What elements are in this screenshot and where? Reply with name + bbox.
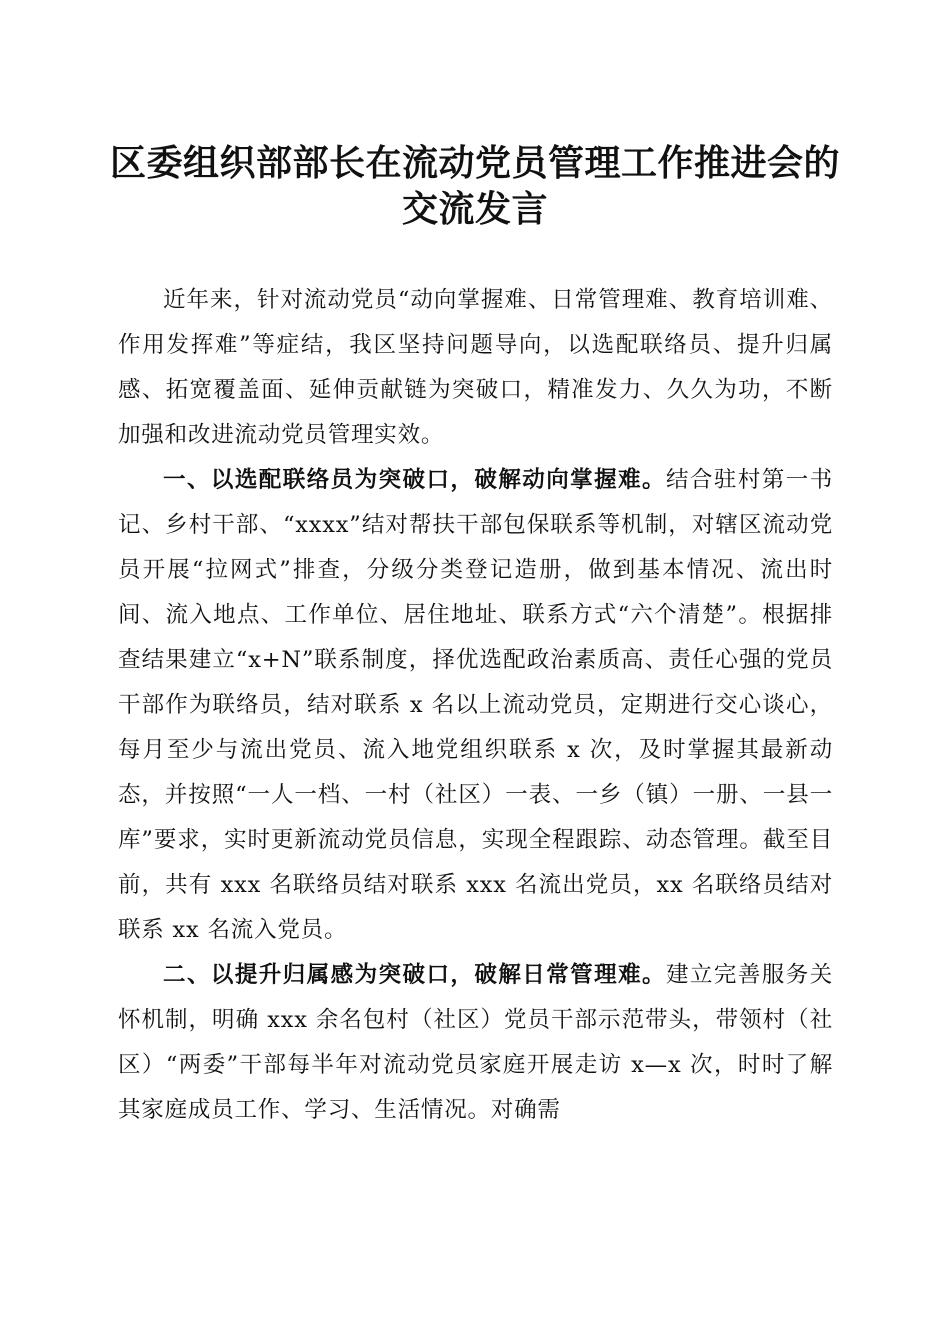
paragraph-section-1: [118, 458, 833, 953]
section-1-heading: 一、以选配联络员为突破口，破解动向掌握难。: [163, 467, 666, 493]
document-title-line-1: 区委组织部部长在流动党员管理工作推进会的: [109, 142, 840, 184]
paragraph-section-2: [118, 953, 833, 1133]
paragraph-text: 近年来，针对流动党员“动向掌握难、日常管理难、教育培训难、作用发挥难”等症结，我区坚持问题导向，以选配联络员、提升归属感、拓宽覆盖面、延伸贡献链为突破口，精准发力、久久为功，不断加强和改进流动党员管理实效。: [118, 287, 833, 448]
paragraph-text: 结合驻村第一书记、乡村干部、“xxxx”结对帮扶干部包保联系等机制，对辖区流动党员开展“拉网式”排查，分级分类登记造册，做到基本情况、流出时间、流入地点、工作单位、居住地址、联系方式“六个清楚”。根据排查结果建立“x+N”联系制度，择优选配政治素质高、责任心强的党员干部作为联络员，结对联系 x 名以上流动党员，定期进行交心谈心，每月至少与流出党员、流入地党组织联系 x 次，及时掌握其最新动态，并按照“一人一档、一村（社区）一表、一乡（镇）一册、一县一库”要求，实时更新流动党员信息，实现全程跟踪、动态管理。截至目前，共有 xxx 名联络员结对联系 xxx 名流出党员，xx 名联络员结对联系 xx 名流入党员。: [118, 467, 833, 943]
document-body: [118, 278, 833, 1133]
document-title-line-2: 交流发言: [401, 188, 548, 230]
section-2-heading: 二、以提升归属感为突破口，破解日常管理难。: [163, 962, 666, 988]
paragraph-intro: [118, 278, 833, 458]
paragraph-text: 建立完善服务关怀机制，明确 xxx 余名包村（社区）党员干部示范带头，带领村（社区）“两委”干部每半年对流动党员家庭开展走访 x—x 次，时时了解其家庭成员工作、学习、生活情况。对确需: [118, 962, 833, 1123]
